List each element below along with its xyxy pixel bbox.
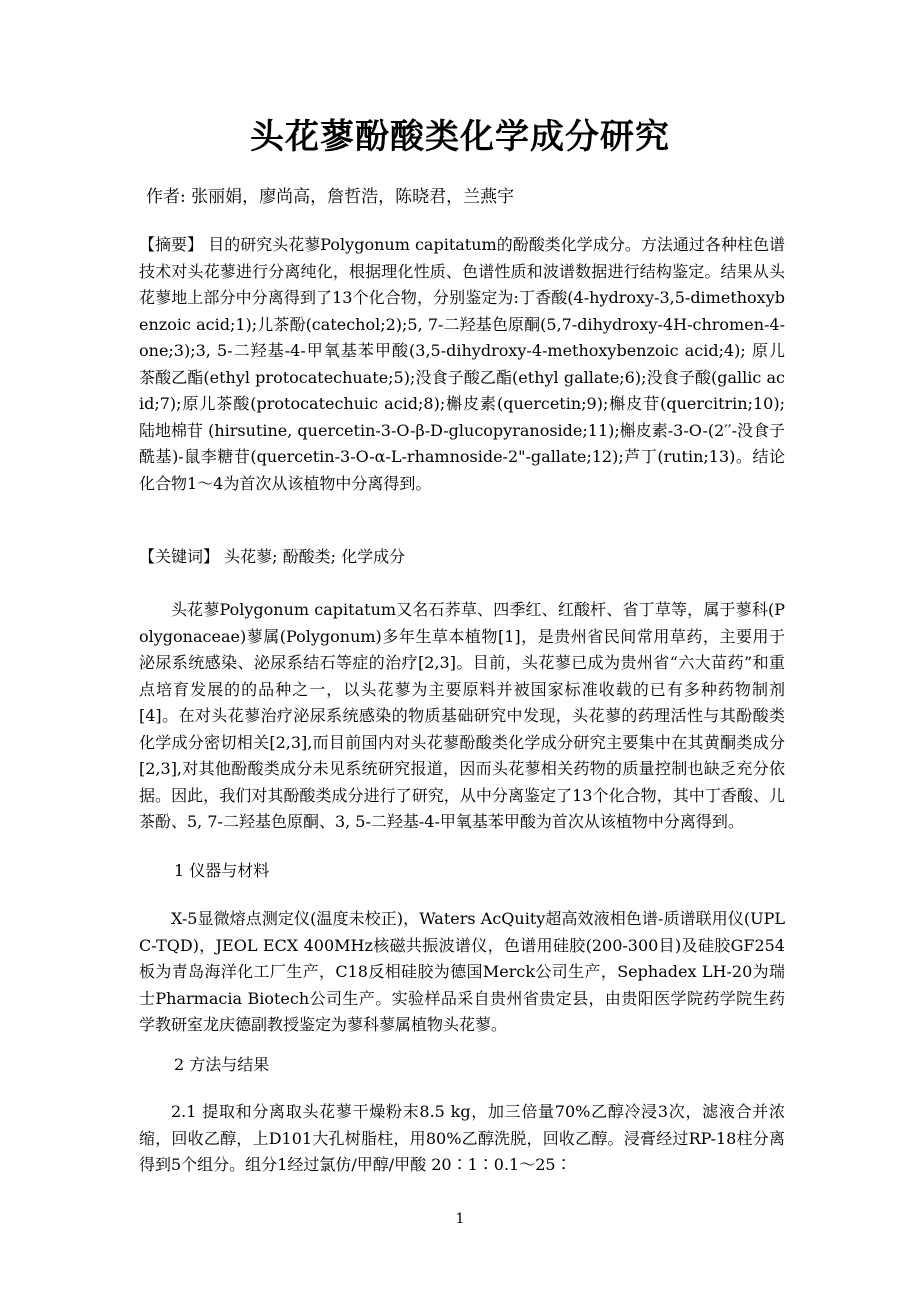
abstract-paragraph: [139, 232, 785, 497]
section-2-paragraph: 2.1 提取和分离取头花蓼干燥粉末8.5 kg，加三倍量70%乙醇冷浸3次，滤液合并浓缩，回收乙醇，上D101大孔树脂柱，用80%乙醇洗脱，回收乙醇。浸膏经过RP-18柱分离得到5个组分。组分1经过氯仿/甲醇/甲酸 20∶1∶0.1～25∶: [139, 1102, 785, 1174]
abstract-text: 目的研究头花蓼Polygonum capitatum的酚酸类化学成分。方法通过各种柱色谱技术对头花蓼进行分离纯化，根据理化性质、色谱性质和波谱数据进行结构鉴定。结果从头花蓼地上部分中分离得到了13个化合物，分别鉴定为:丁香酸(4-hydroxy-3,5-dimethoxybenzoic acid;1);儿茶酚(catechol;2);5, 7-二羟基色原酮(5,7-dihydroxy-4H-chromen-4-one;3);3, 5-二羟基-4-甲氧基苯甲酸(3,5-dihydroxy-4-methoxybenzoic acid;4); 原儿茶酸乙酯(ethyl protocatechuate;5);没食子酸乙酯(ethyl gallate;6);没食子酸(gallic acid;7);原儿茶酸(protocatechuic acid;8);槲皮素(quercetin;9);槲皮苷(quercitrin;10); 陆地棉苷 (hirsutine, quercetin-3-O-β-D-glucopyranoside;11);槲皮素-3-O-(2′′-没食子酰基)-鼠李糖苷(quercetin-3-O-α-L-rhamnoside-2"-gallate;12);芦丁(rutin;13)。结论化合物1～4为首次从该植物中分离得到。: [139, 235, 785, 493]
keywords-label: 【关键词】: [139, 547, 220, 566]
section-heading-1: 1 仪器与材料: [174, 861, 270, 880]
intro-paragraph: 头花蓼Polygonum capitatum又名石荞草、四季红、红酸杆、省丁草等，属于蓼科(Polygonaceae)蓼属(Polygonum)多年生草本植物[1]，是贵州省民间常用草药，主要用于泌尿系统感染、泌尿系结石等症的治疗[2,3]。目前，头花蓼已成为贵州省“六大苗药”和重点培育发展的的品种之一，以头花蓼为主要原料并被国家标准收载的已有多种药物制剂[4]。在对头花蓼治疗泌尿系统感染的物质基础研究中发现，头花蓼的药理活性与其酚酸类化学成分密切相关[2,3],而目前国内对头花蓼酚酸类化学成分研究主要集中在其黄酮类成分[2,3],对其他酚酸类成分未见系统研究报道，因而头花蓼相关药物的质量控制也缺乏充分依据。因此，我们对其酚酸类成分进行了研究，从中分离鉴定了13个化合物，其中丁香酸、儿茶酚、5, 7-二羟基色原酮、3, 5-二羟基-4-甲氧基苯甲酸为首次从该植物中分离得到。: [139, 600, 785, 831]
section-heading-2: 2 方法与结果: [174, 1055, 270, 1074]
author-line: 作者: 张丽娟，廖尚高，詹哲浩，陈晓君，兰燕宇: [146, 187, 515, 207]
abstract-label: 【摘要】: [139, 235, 204, 254]
keywords-paragraph: [139, 544, 785, 571]
keywords-text: 头花蓼; 酚酸类; 化学成分: [224, 547, 406, 566]
paper-title: 头花蓼酚酸类化学成分研究: [250, 117, 670, 157]
section-1-paragraph: X-5显微熔点测定仪(温度未校正)，Waters AcQuity超高效液相色谱-质谱联用仪(UPLC-TQD)，JEOL ECX 400MHz核磁共振波谱仪，色谱用硅胶(200-300目)及硅胶GF254板为青岛海洋化工厂生产，C18反相硅胶为德国Merck公司生产，Sephadex LH-20为瑞士Pharmacia Biotech公司生产。实验样品采自贵州省贵定县，由贵阳医学院药学院生药学教研室龙庆德副教授鉴定为蓼科蓼属植物头花蓼。: [139, 909, 785, 1034]
page-number: 1: [455, 1211, 465, 1227]
